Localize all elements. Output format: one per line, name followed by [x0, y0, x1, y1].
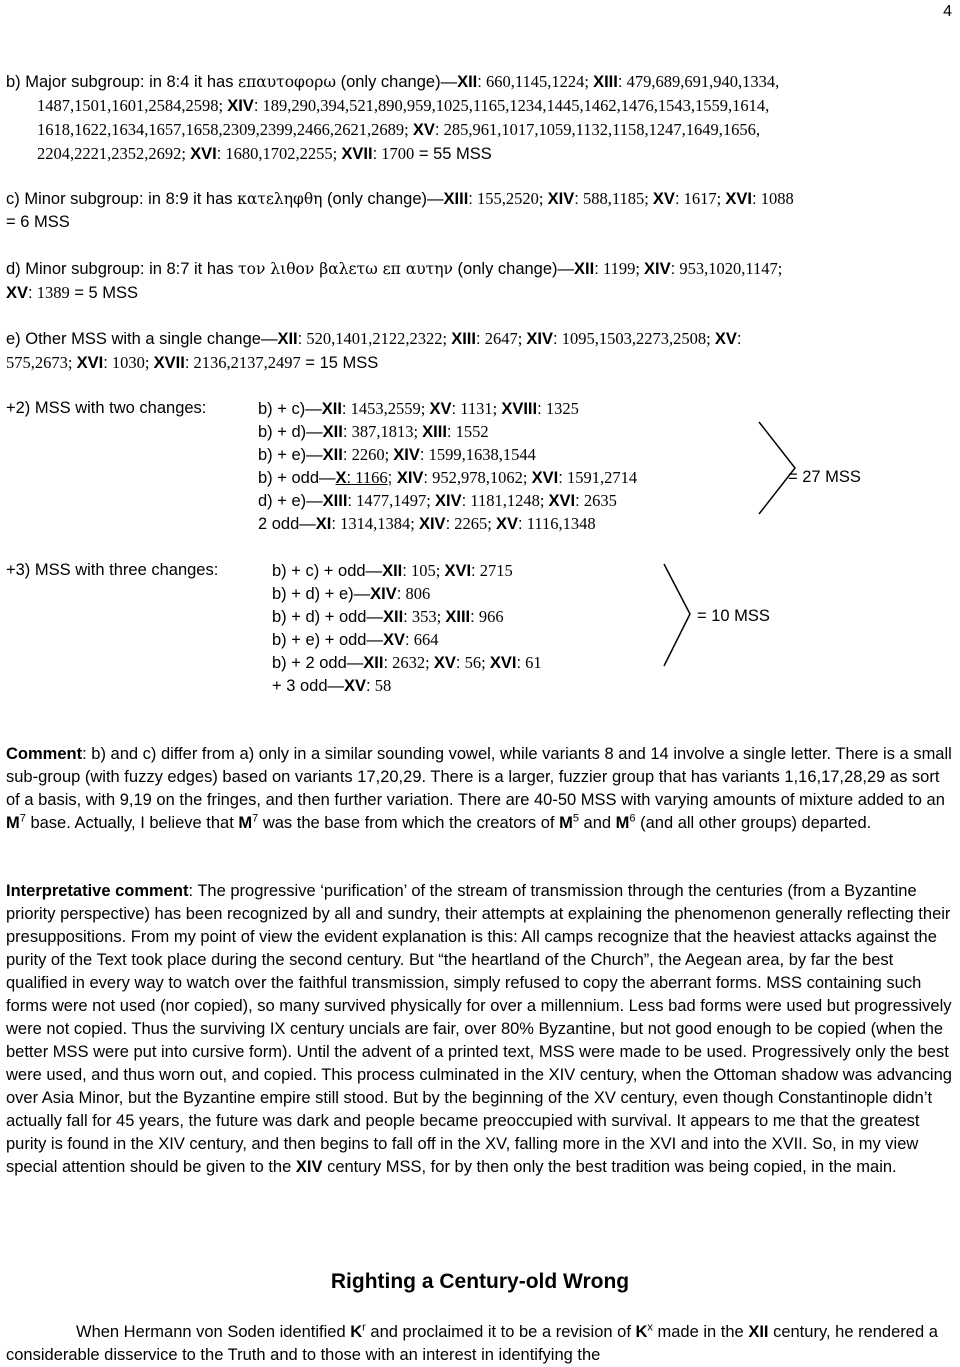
paragraph-b: b) Major subgroup: in 8:4 it has επαυτοφορω (only change)—XII: 660,1145,1224; XIII: 479,689,691,940,1334, 1487,1501,1601,2584,2598; XIV: 189,290,394,521,890,959,1025,1165,1234,1445,1462,1476,1543,1559,1614, 1618,1622,1634,1657,1658,2309,2399,2466,2621,2689; XV: 285,961,1017,1059,1132,1158,1247,1649,1656, 2204,2221,2352,2692; XVI: 1680,1702,2255; XVII: 1700 = 55 MSS: [6, 72, 780, 163]
paragraph-e: e) Other MSS with a single change—XII: 520,1401,2122,2322; XIII: 2647; XIV: 1095,1503,2273,2508; XV: 575,2673; XVI: 1030; XVII: 2136,2137,2497 = 15 MSS: [6, 329, 742, 372]
three-row: b) + c) + odd—XII: 105; XVI: 2715: [272, 561, 513, 580]
paragraph-d: d) Minor subgroup: in 8:7 it has τον λιθον βαλετω επ αυτην (only change)—XII: 1199; XIV: 953,1020,1147; XV: 1389 = 5 MSS: [6, 259, 783, 302]
two-row: b) + e)—XII: 2260; XIV: 1599,1638,1544: [258, 445, 536, 464]
b-greek: επαυτοφορω: [238, 73, 336, 91]
two-changes-label: +2) MSS with two changes:: [6, 399, 207, 417]
paragraph-c: c) Minor subgroup: in 8:9 it has κατεληφθη (only change)—XIII: 155,2520; XIV: 588,1185; XV: 1617; XVI: 1088 = 6 MSS: [6, 189, 794, 231]
two-row: b) + c)—XII: 1453,2559; XV: 1131; XVIII: 1325: [258, 399, 579, 418]
interpretative-label: Interpretative comment: [6, 882, 189, 900]
three-row: b) + 2 odd—XII: 2632; XV: 56; XVI: 61: [272, 653, 542, 672]
two-row: d) + e)—XIII: 1477,1497; XIV: 1181,1248; XVI: 2635: [258, 491, 617, 510]
interpretative-paragraph: Interpretative comment: The progressive ‘purification’ of the stream of transmission through the centuries (from a Byzantine priority perspective) has been recognized by all and sundry, their attempts at explaining the phenomenon generally reflecting their presuppositions. From my point of view the evident explanation is this: All camps recognize that the heaviest attacks against the purity of the Text took place during the second century. But “the heartland of the Church”, the Aegean area, by far the best qualified in every way to watch over the faithful transmission, simply refused to copy the aberrant forms. MSS containing such forms were not used (nor copied), so many survived physically for over a millennium. Less bad forms were used but progressively were not copied. Thus the surviving IX century uncials are fair, over 80% Byzantine, but not good enough to be copied (when the better MSS were put into cursive form). Until the advent of a printed text, MSS were made to be used. Progressively only the best were used, and thus worn out, and copied. This process culminated in the XIV century, when the Ottoman shadow was advancing over Asia Minor, but the Byzantine empire still stood. But by the beginning of the XV century, even though Constantinople didn’t actually fall for 45 years, the future was dark and people became preoccupied with survival. It appears to me that the greatest purity is found in the XIV century, and then begins to fall off in the XV, falling more in the XVI and into the XVII. So, in my view special attention should be given to the XIV century MSS, for by then only the best tradition was being copied, in the main.: [6, 882, 952, 1176]
brace-three-changes: [660, 560, 700, 670]
two-row: b) + d)—XII: 387,1813; XIII: 1552: [258, 422, 489, 441]
three-row: b) + d) + odd—XII: 353; XIII: 966: [272, 607, 504, 626]
two-changes-total: = 27 MSS: [788, 468, 861, 486]
three-changes-label: +3) MSS with three changes:: [6, 561, 219, 579]
section-heading: Righting a Century-old Wrong: [330, 1270, 630, 1293]
three-changes-total: = 10 MSS: [697, 607, 770, 625]
three-row: b) + d) + e)—XIV: 806: [272, 584, 431, 603]
three-row: + 3 odd—XV: 58: [272, 676, 392, 695]
two-row: 2 odd—XI: 1314,1384; XIV: 2265; XV: 1116,1348: [258, 514, 596, 533]
b-lead: b) Major subgroup: in 8:4 it has: [6, 73, 239, 91]
comment-label: Comment: [6, 745, 83, 763]
page-number: 4: [943, 3, 952, 20]
two-row: b) + odd—X: 1166; XIV: 952,978,1062; XVI: 1591,2714: [258, 468, 638, 487]
three-row: b) + e) + odd—XV: 664: [272, 630, 439, 649]
final-paragraph: When Hermann von Soden identified $K^r$ and proclaimed it to be a revision of $K^x$ made in the XII century, he rendered a considerable disservice to the Truth and to those with an interest in identifying the: [6, 1321, 938, 1364]
comment-paragraph: Comment: b) and c) differ from a) only in a similar sounding vowel, while variants 8 and 14 involve a single letter. There is a small sub-group (with fuzzy edges) based on variants 17,20,29. There is a larger, fuzzier group that has variants 1,16,17,28,29 as sort of a basis, with 9,19 on the fringes, and then further variation. There are 40-50 MSS with varying amounts of mixture added to an $M^7$ base. Actually, I believe that $M^7$ was the base from which the creators of $M^5$ and $M^6$ (and all other groups) departed.: [6, 745, 952, 832]
